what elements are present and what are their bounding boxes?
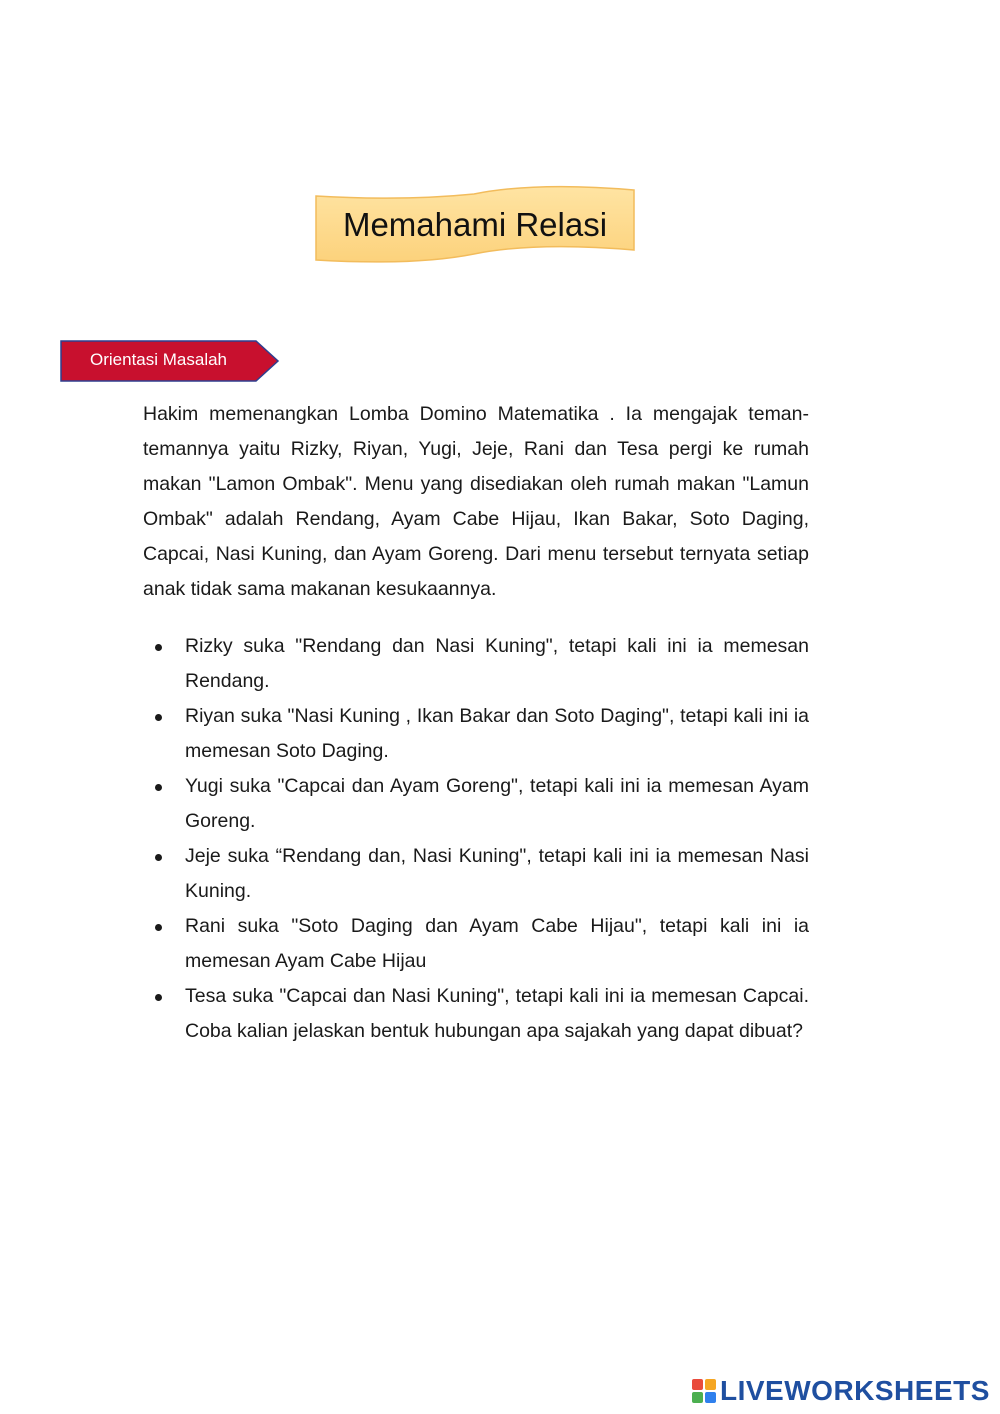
- page-title: Memahami Relasi: [342, 206, 608, 243]
- section-tag: [60, 340, 280, 382]
- list-item: [143, 629, 809, 699]
- bullet-icon: [155, 644, 162, 651]
- bullet-icon: [155, 784, 162, 791]
- liveworksheets-logo-icon: [692, 1379, 716, 1403]
- bullet-icon: [155, 924, 162, 931]
- list-item-text: Rizky suka "Rendang dan Nasi Kuning", tetapi kali ini ia memesan Rendang.: [185, 635, 809, 692]
- brand-name: LIVEWORKSHEETS: [720, 1375, 990, 1406]
- bullet-list: [143, 629, 809, 1049]
- bullet-icon: [155, 994, 162, 1001]
- intro-paragraph: Hakim memenangkan Lomba Domino Matematika . Ia mengajak teman-temannya yaitu Rizky, Riyan, Yugi, Jeje, Rani dan Tesa pergi ke rumah makan "Lamon Ombak". Menu yang disediakan oleh rumah makan "Lamun Ombak" adalah Rendang, Ayam Cabe Hijau, Ikan Bakar, Soto Daging, Capcai, Nasi Kuning, dan Ayam Goreng. Dari menu tersebut ternyata setiap anak tidak sama makanan kesukaannya.: [143, 403, 809, 600]
- list-item-text: Riyan suka "Nasi Kuning , Ikan Bakar dan Soto Daging", tetapi kali ini ia memesan Soto Daging.: [185, 705, 809, 762]
- list-item-text: Yugi suka "Capcai dan Ayam Goreng", tetapi kali ini ia memesan Ayam Goreng.: [185, 775, 809, 832]
- list-item: [143, 769, 809, 839]
- bullet-icon: [155, 714, 162, 721]
- list-item: [143, 909, 809, 979]
- list-item: [143, 839, 809, 909]
- section-tag-label: Orientasi Masalah: [90, 350, 228, 369]
- list-item: [143, 699, 809, 769]
- list-item-text: Tesa suka "Capcai dan Nasi Kuning", tetapi kali ini ia memesan Capcai. Coba kalian jelaskan bentuk hubungan apa sajakah yang dapat dibuat?: [185, 985, 809, 1042]
- brand-logo[interactable]: [692, 1376, 990, 1406]
- list-item: [143, 979, 809, 1049]
- list-item-text: Jeje suka “Rendang dan, Nasi Kuning", tetapi kali ini ia memesan Nasi Kuning.: [185, 845, 809, 902]
- title-banner: [314, 184, 636, 264]
- list-item-text: Rani suka "Soto Daging dan Ayam Cabe Hijau", tetapi kali ini ia memesan Ayam Cabe Hijau: [185, 915, 809, 972]
- bullet-icon: [155, 854, 162, 861]
